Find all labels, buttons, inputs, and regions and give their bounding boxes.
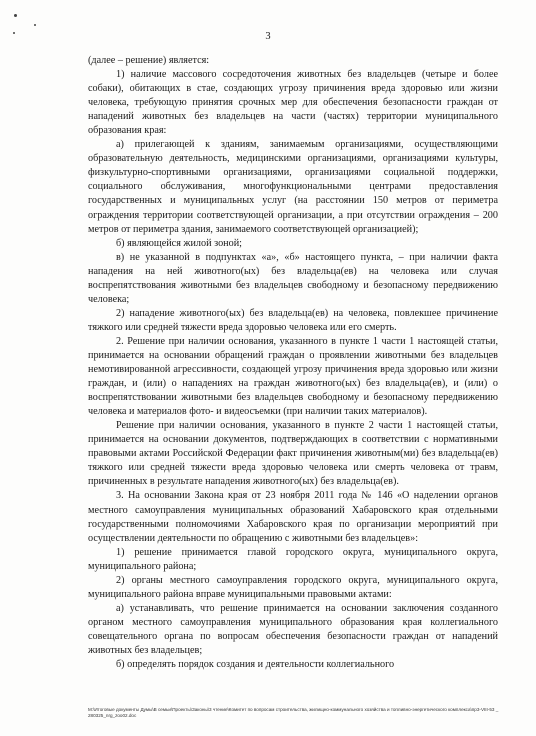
paragraph-subitem-a: а) прилегающей к зданиям, занимаемым организациями, осуществляющими образовательную деятельность, медицинскими организациями, организациями культуры, физкультурно-спортивными организациями, организациями социальной поддержки, социального обслуживания, многофункциональными центрами предоставления государственных и муниципальных услуг (на расстоянии 150 метров от периметра ограждения территории соответствующей организации, а при отсутствии ограждения – 200 метров от периметра здания, занимаемого соответствующей организацией);: [88, 139, 498, 235]
paragraph-item-2: 2) нападение животного(ых) без владельца(ев) на человека, повлекшее причинение тяжкого или средней тяжести вреда здоровью человека или его смерть.: [88, 307, 498, 333]
paragraph-intro: (далее – решение) является:: [88, 55, 210, 66]
paragraph-item-1: 1) наличие массового сосредоточения животных без владельцев (четыре и более собаки), обитающих в стае, создающих угрозу причинения вреда здоровью или жизни человека, требующую принятия срочных мер для обеспечения безопасности граждан от нападений животных без владельцев на части (частях) территории муниципального образования края:: [88, 69, 498, 137]
footer-file-path: M:\Итоговые документы Думы\В семьи\Проекты\Законы\3 чтение\Комитет по вопросам строительства, жилищно-коммунального хозяйства и топливно-энергетического комплекса\пр3-VIII-53 _ 280325_nrg_zoo02.doc: [88, 707, 499, 718]
paragraph-subitem-b: б) являющейся жилой зоной;: [116, 237, 242, 249]
paragraph-part-3-item-2: 2) органы местного самоуправления городского округа, муниципального округа, муниципального района вправе муниципальными правовыми актами:: [88, 574, 498, 600]
page-number: 3: [265, 31, 271, 42]
document-body: [88, 54, 498, 672]
paragraph-subitem-v: в) не указанной в подпунктах «а», «б» настоящего пункта, – при наличии факта нападения на ней животного(ых) без владельца(ев) на человека или случая воспрепятствования животными без владельцев свободному и безопасному передвижению человека;: [88, 251, 498, 305]
paragraph-part-3-item-1: 1) решение принимается главой городского округа, муниципального округа, муниципального района;: [88, 546, 498, 572]
paragraph-part-2-continued: Решение при наличии основания, указанного в пункте 2 части 1 настоящей статьи, принимается на основании документов, подтверждающих в соответствии с нормативными правовыми актами Российской Федерации факт причинения животным(ми) без владельца(ев) тяжкого или средней тяжести вреда здоровью человека или смерть человека от травм, причиненных в результате нападения животного(ых) без владельца(ев).: [88, 420, 498, 488]
paragraph-part-3-subitem-a: а) устанавливать, что решение принимается на основании заключения созданного органом местного самоуправления муниципального образования края коллегиального совещательного органа по вопросам обеспечения безопасности граждан от нападений животных без владельцев;: [88, 602, 498, 656]
scan-speck: [14, 14, 17, 17]
paragraph-part-3-subitem-b: б) определять порядок создания и деятельности коллегиального: [116, 659, 395, 671]
paragraph-part-3: 3. На основании Закона края от 23 ноября 2011 года № 146 «О наделении органов местного самоуправления муниципальных образований Хабаровского края отдельными государственными полномочиями Хабаровского края по организации мероприятий при осуществлении деятельности по обращению с животными без владельцев»:: [88, 490, 498, 544]
paragraph-part-2: 2. Решение при наличии основания, указанного в пункте 1 части 1 настоящей статьи, принимается на основании обращений граждан о проявлении животными без владельцев немотивированной агрессивности, создающей угрозу причинения вреда здоровью или жизни граждан, и (или) о нападениях на граждан животного(ых) без владельца(ев), и (или) о воспрепятствовании животными без владельцев свободному и безопасному передвижению человека и материалов фото- и видеосъемки (при наличии таких материалов).: [88, 335, 498, 418]
scan-speck: [34, 24, 36, 26]
